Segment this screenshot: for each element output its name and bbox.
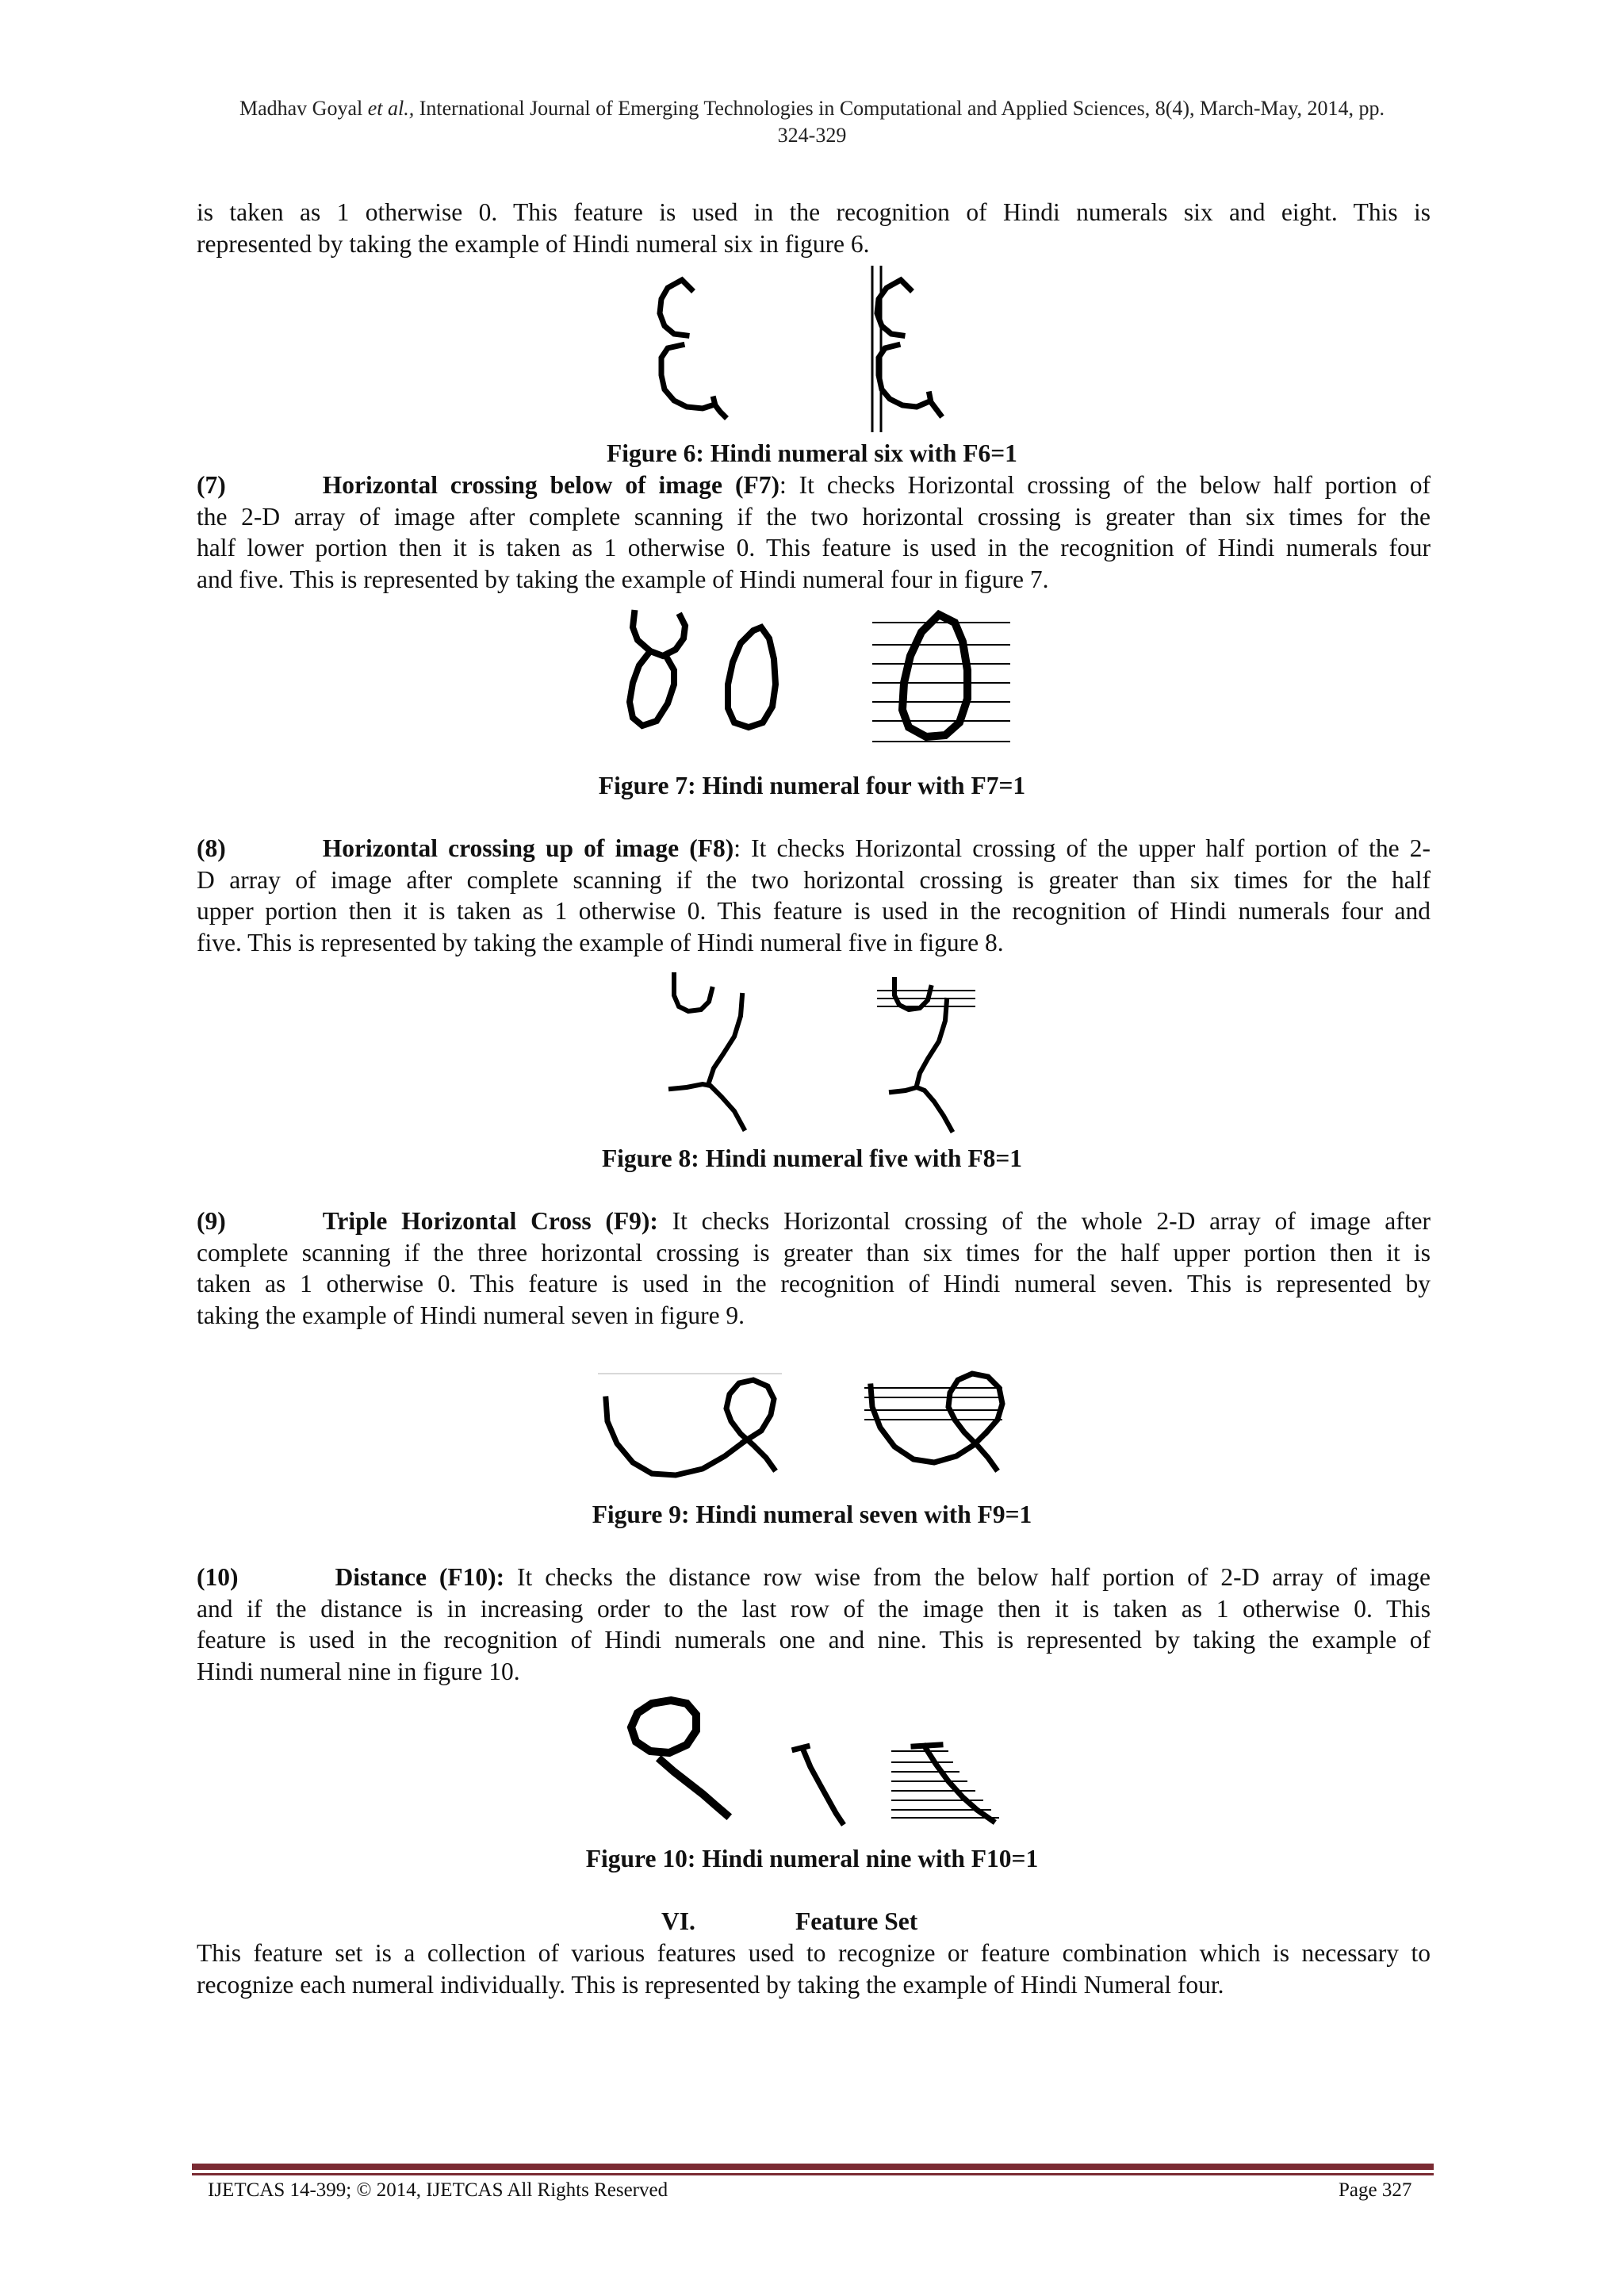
header-authors: Madhav Goyal <box>239 97 368 120</box>
f9-title: Triple Horizontal Cross (F9): <box>322 1207 658 1235</box>
figure-8-caption: Figure 8: Hindi numeral five with F8=1 <box>601 1144 1023 1172</box>
f10-line-1-rest: It checks the distance row wise from the below half portion of 2-D array of image <box>504 1563 1431 1591</box>
footer-rule-thin <box>192 2173 1434 2175</box>
section-6-paragraph <box>197 1938 1431 2000</box>
section-6-number: VI. <box>661 1907 695 1935</box>
f10-number: (10) <box>197 1563 239 1591</box>
f7-line-1-rest: : It checks Horizontal crossing of the below half portion of <box>779 471 1431 499</box>
f9-paragraph <box>197 1205 1431 1331</box>
f8-line-1-rest: : It checks Horizontal crossing of the upper half portion of the 2- <box>733 834 1431 862</box>
header-et-al: et al., <box>367 97 415 120</box>
f7-paragraph <box>197 470 1431 595</box>
intro-line-1: is taken as 1 otherwise 0. This feature is used in the recognition of Hindi numerals six and eight. This is <box>197 198 1431 226</box>
section-6-line-2: recognize each numeral individually. This is represented by taking the example of Hindi Numeral four. <box>197 1970 1224 1999</box>
figure-9-image <box>598 1370 1026 1497</box>
footer-rule <box>192 2164 1434 2170</box>
f8-title: Horizontal crossing up of image (F8) <box>322 834 734 862</box>
running-header <box>0 95 1624 122</box>
f8-line-2: D array of image after complete scanning if the two horizontal crossing is greater than six times for the half <box>197 865 1431 894</box>
figure-7-image <box>622 607 1018 765</box>
figure-10-caption: Figure 10: Hindi numeral nine with F10=1 <box>585 1845 1039 1872</box>
section-6-line-1: This feature set is a collection of various features used to recognize or feature combination which is necessary to <box>197 1939 1431 1967</box>
f7-line-3: half lower portion then it is taken as 1 otherwise 0. This feature is used in the recognition of Hindi numerals four <box>197 534 1431 562</box>
header-journal: International Journal of Emerging Technologies in Computational and Applied Sciences, 8(4), March-May, 2014, pp. <box>414 97 1385 120</box>
footer-copyright: IJETCAS 14-399; © 2014, IJETCAS All Rights Reserved <box>208 2179 668 2201</box>
f8-line-1 <box>197 833 1431 864</box>
f10-line-3: feature is used in the recognition of Hindi numerals one and nine. This is represented by taking the example of <box>197 1626 1431 1654</box>
f8-line-4: five. This is represented by taking the example of Hindi numeral five in figure 8. <box>197 928 1004 956</box>
footer-page-number: Page 327 <box>1339 2179 1412 2201</box>
figure-8-image <box>665 972 982 1138</box>
figure-7-caption: Figure 7: Hindi numeral four with F7=1 <box>598 772 1026 799</box>
figure-10-image <box>623 1696 1020 1838</box>
f7-line-1 <box>197 470 1431 501</box>
figure-6-image <box>650 266 983 432</box>
intro-line-2: represented by taking the example of Hindi numeral six in figure 6. <box>197 229 870 258</box>
f9-line-2: complete scanning if the three horizontal crossing is greater than six times for the half upper portion then it is <box>197 1238 1431 1267</box>
f10-paragraph <box>197 1562 1431 1687</box>
intro-paragraph <box>197 197 1431 259</box>
f7-line-4: and five. This is represented by taking the example of Hindi numeral four in figure 7. <box>197 565 1049 593</box>
f10-title: Distance (F10): <box>335 1563 505 1591</box>
section-6-title: Feature Set <box>795 1907 918 1935</box>
figure-9-caption: Figure 9: Hindi numeral seven with F9=1 <box>592 1501 1032 1528</box>
f8-number: (8) <box>197 834 226 862</box>
figure-6-caption: Figure 6: Hindi numeral six with F6=1 <box>607 439 1017 467</box>
f7-line-2: the 2-D array of image after complete scanning if the two horizontal crossing is greater than six times for the <box>197 502 1431 531</box>
f9-line-3: taken as 1 otherwise 0. This feature is used in the recognition of Hindi numeral seven. This is represented by <box>197 1270 1431 1297</box>
f10-line-4: Hindi numeral nine in figure 10. <box>197 1657 520 1685</box>
f7-number: (7) <box>197 471 226 499</box>
f8-line-3: upper portion then it is taken as 1 otherwise 0. This feature is used in the recognition of Hindi numerals four and <box>197 897 1431 925</box>
f9-line-4: taking the example of Hindi numeral seven in figure 9. <box>197 1301 745 1329</box>
f8-paragraph <box>197 833 1431 958</box>
f9-line-1 <box>197 1205 1431 1237</box>
f9-line-1-rest: It checks Horizontal crossing of the whole 2-D array of image after <box>657 1207 1431 1235</box>
f10-line-2: and if the distance is in increasing order to the last row of the image then it is taken as 1 otherwise 0. This <box>197 1594 1431 1623</box>
header-pages: 324-329 <box>777 124 847 147</box>
f7-title: Horizontal crossing below of image (F7) <box>322 471 779 499</box>
f10-line-1 <box>197 1562 1431 1593</box>
f9-number: (9) <box>197 1207 226 1235</box>
